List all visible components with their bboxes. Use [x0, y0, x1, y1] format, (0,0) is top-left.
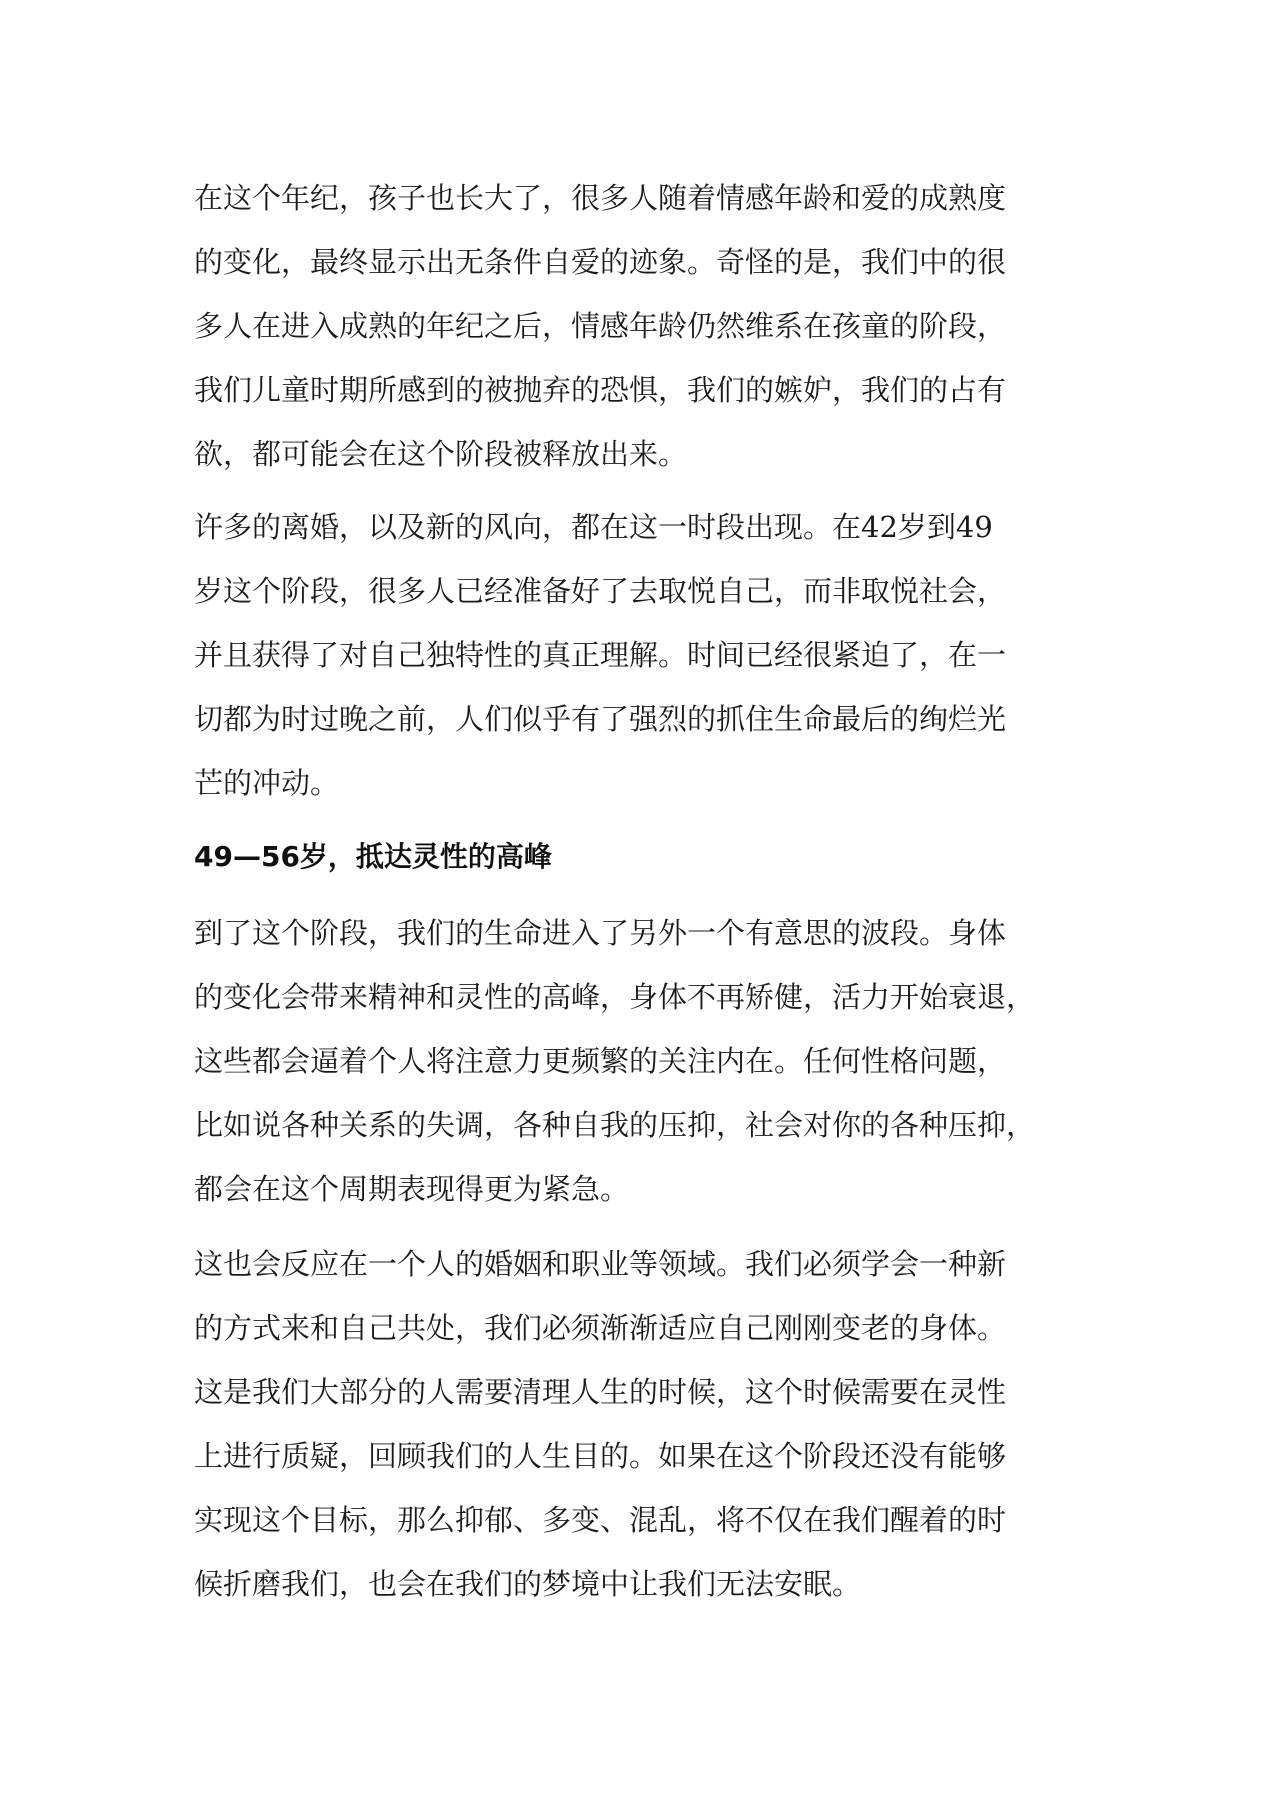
paragraph-line: 实现这个目标，那么抑郁、多变、混乱，将不仅在我们醒着的时	[194, 1503, 1007, 1537]
paragraph-line: 欲，都可能会在这个阶段被释放出来。	[194, 437, 688, 471]
paragraph-line: 许多的离婚，以及新的风向，都在这一时段出现。在42岁到49	[194, 510, 993, 544]
paragraph-line: 候折磨我们，也会在我们的梦境中让我们无法安眠。	[194, 1567, 862, 1601]
paragraph-line: 在这个年纪，孩子也长大了，很多人随着情感年龄和爱的成熟度	[194, 181, 1007, 215]
paragraph-line: 这些都会逼着个人将注意力更频繁的关注内在。任何性格问题，	[194, 1044, 1007, 1078]
paragraph-line: 比如说各种关系的失调，各种自我的压抑，社会对你的各种压抑，	[194, 1108, 1036, 1142]
paragraph-line: 的变化，最终显示出无条件自爱的迹象。奇怪的是，我们中的很	[194, 245, 1007, 279]
paragraph-line: 岁这个阶段，很多人已经准备好了去取悦自己，而非取悦社会，	[194, 574, 1007, 608]
paragraph-line: 的变化会带来精神和灵性的高峰，身体不再矫健，活力开始衰退，	[194, 980, 1036, 1014]
paragraph-line: 都会在这个周期表现得更为紧急。	[194, 1172, 630, 1206]
paragraph-line: 这是我们大部分的人需要清理人生的时候，这个时候需要在灵性	[194, 1375, 1007, 1409]
paragraph-line: 我们儿童时期所感到的被抛弃的恐惧，我们的嫉妒，我们的占有	[194, 373, 1007, 407]
paragraph-line: 多人在进入成熟的年纪之后，情感年龄仍然维系在孩童的阶段，	[194, 309, 1007, 343]
paragraph-line: 这也会反应在一个人的婚姻和职业等领域。我们必须学会一种新	[194, 1247, 1007, 1281]
paragraph-line: 上进行质疑，回顾我们的人生目的。如果在这个阶段还没有能够	[194, 1439, 1007, 1473]
paragraph-line: 并且获得了对自己独特性的真正理解。时间已经很紧迫了，在一	[194, 638, 1007, 672]
section-heading: 49—56岁，抵达灵性的高峰	[194, 840, 552, 873]
paragraph-line: 的方式来和自己共处，我们必须渐渐适应自己刚刚变老的身体。	[194, 1311, 1007, 1345]
paragraph-line: 到了这个阶段，我们的生命进入了另外一个有意思的波段。身体	[194, 916, 1007, 950]
paragraph-line: 切都为时过晚之前，人们似乎有了强烈的抓住生命最后的绚烂光	[194, 702, 1007, 736]
paragraph-line: 芒的冲动。	[194, 766, 340, 800]
